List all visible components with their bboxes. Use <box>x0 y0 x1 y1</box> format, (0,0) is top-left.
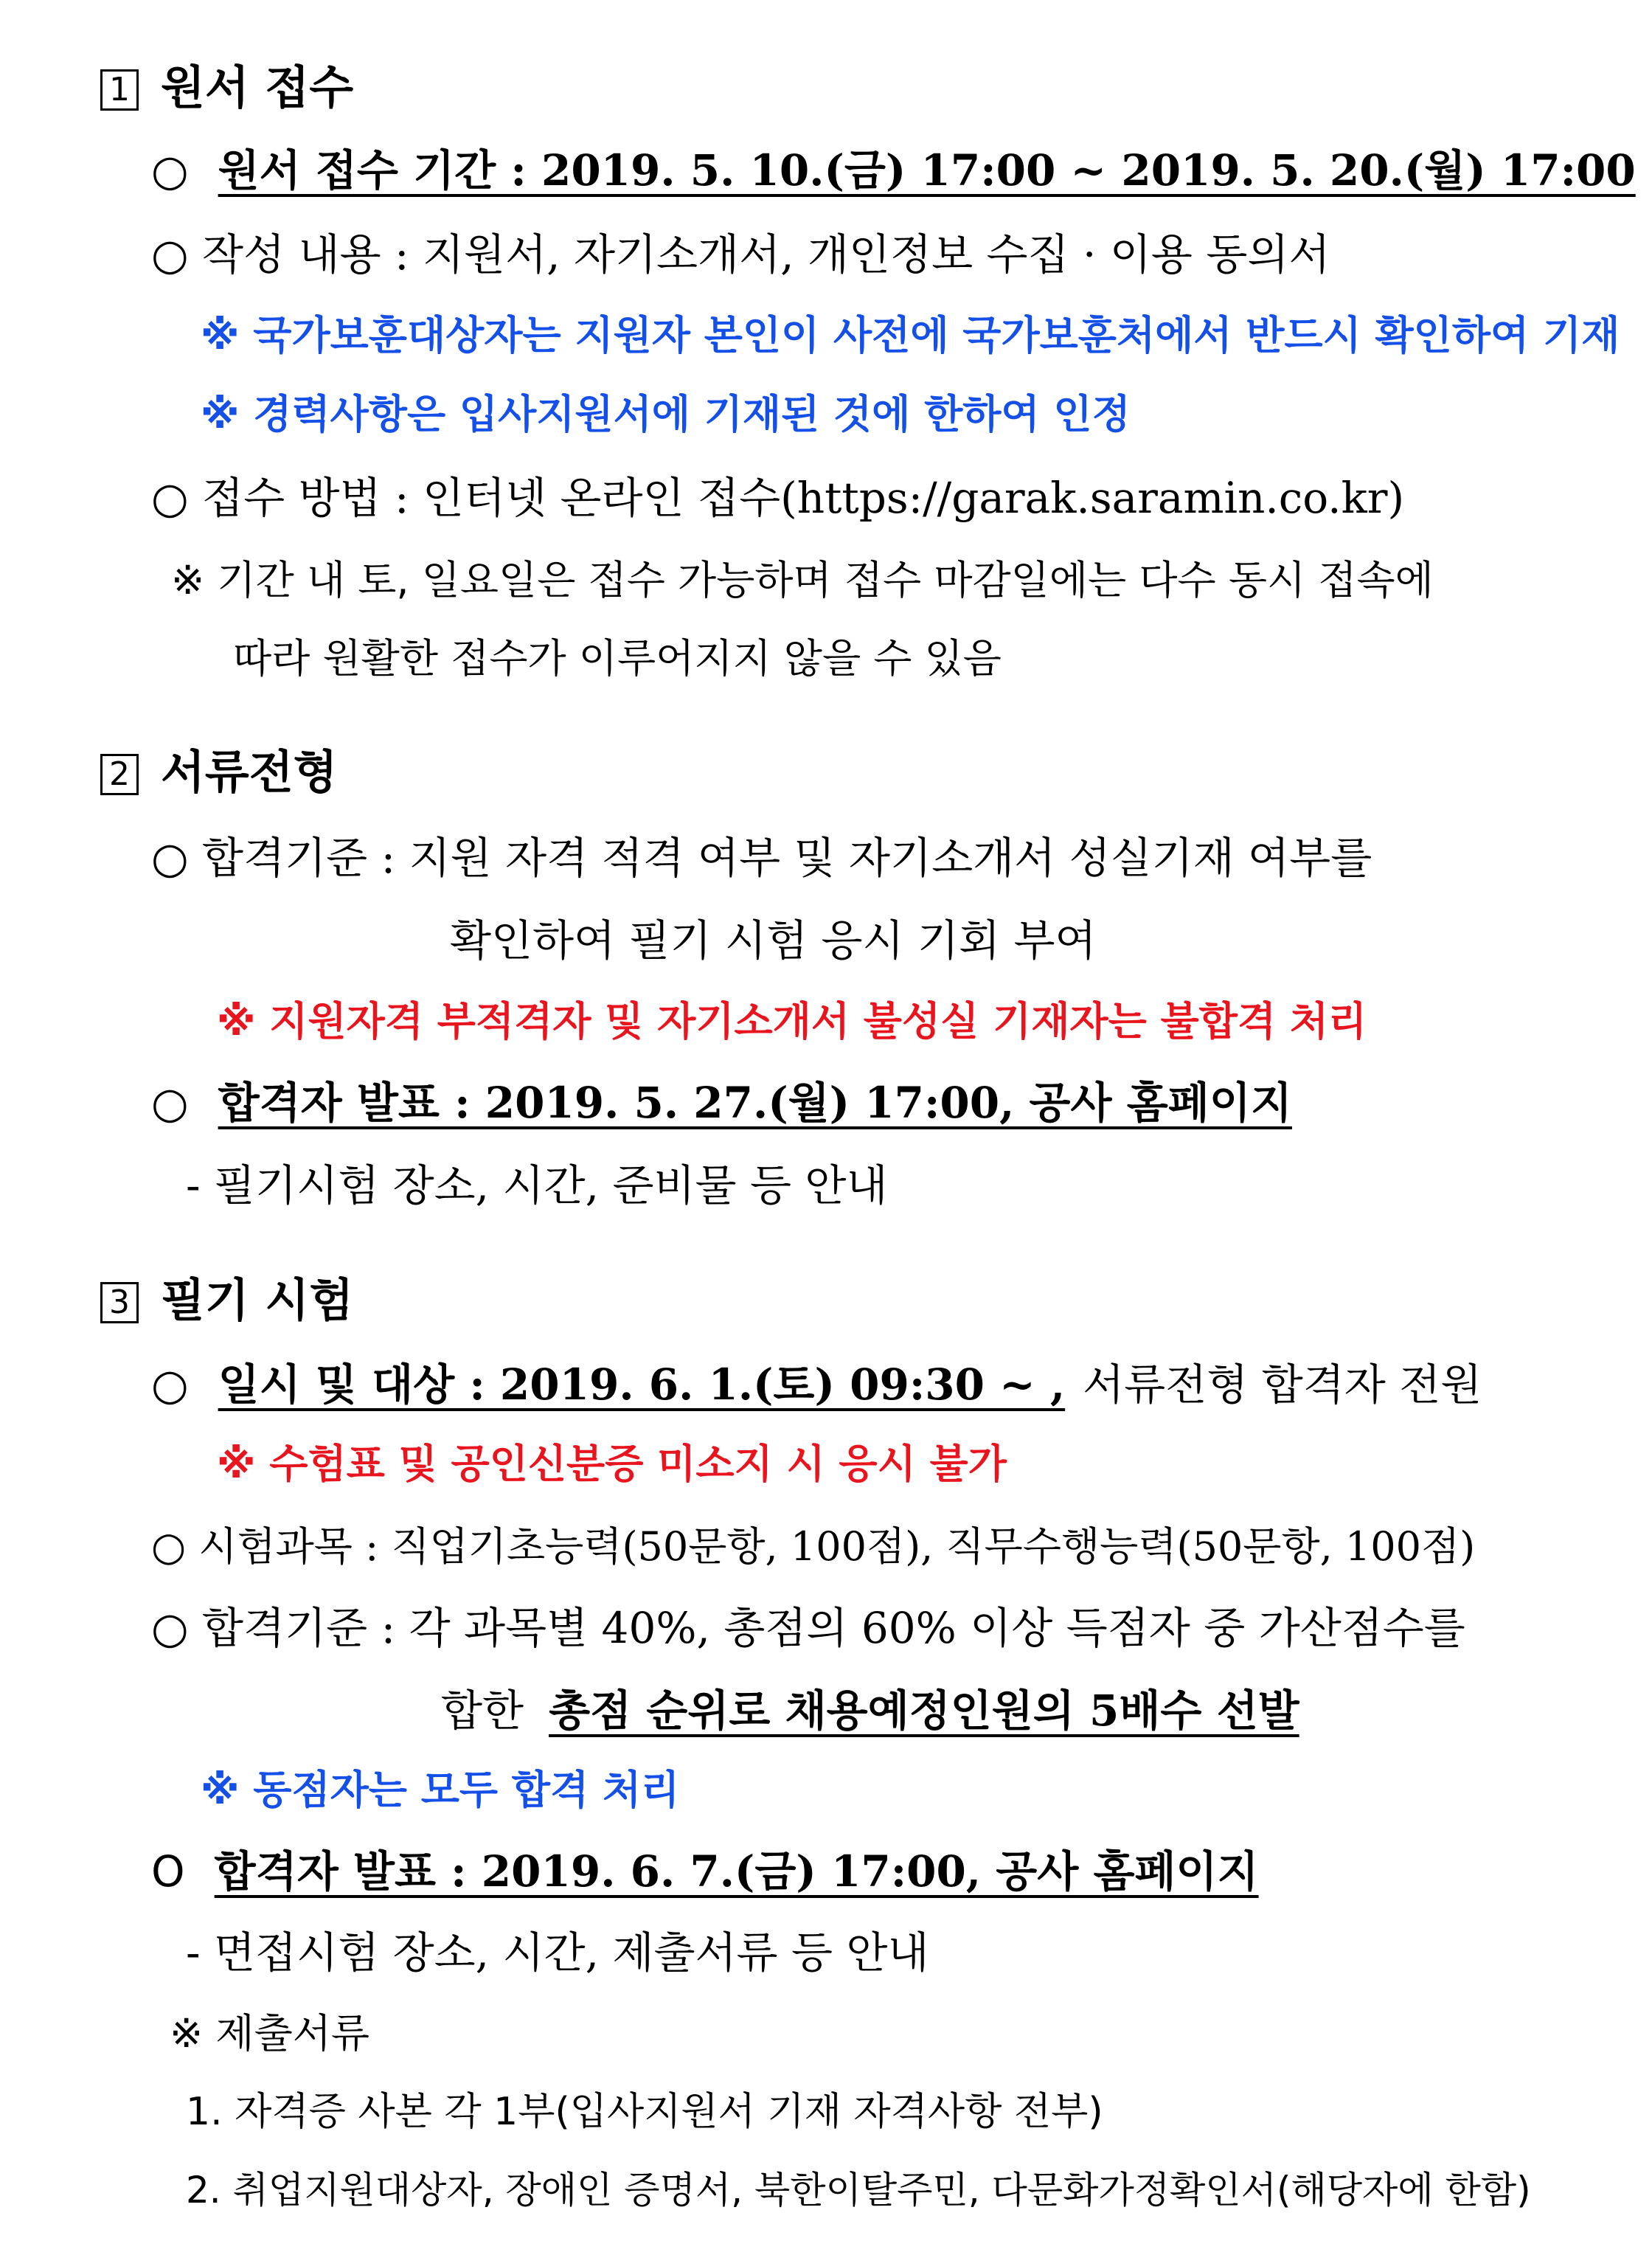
application-method: ○ 접수 방법 : 인터넷 온라인 접수(https://garak.saramin.co.kr) <box>151 473 1405 523</box>
section-2-heading <box>100 747 338 798</box>
section-number-box: 2 <box>100 754 139 795</box>
veteran-note: ※ 국가보훈대상자는 지원자 본인이 사전에 국가보훈처에서 반드시 확인하여 기재 <box>201 312 1620 359</box>
application-period-line <box>151 145 1636 196</box>
document-criteria-line-1: ○ 합격기준 : 지원 자격 적격 여부 및 자기소개서 성실기재 여부를 <box>151 833 1372 883</box>
section-1-heading <box>100 62 353 114</box>
exam-criteria-highlight: 총점 순위로 채용예정인원의 5배수 선발 <box>549 1686 1299 1736</box>
bullet: ○ <box>151 1360 189 1410</box>
exam-subjects: ○ 시험과목 : 직업기초능력(50문항, 100점), 직무수행능력(50문항, 100점) <box>151 1523 1476 1570</box>
exam-announce-sub: - 면접시험 장소, 시간, 제출서류 등 안내 <box>186 1927 929 1978</box>
section-title: 필기 시험 <box>161 1273 354 1327</box>
exam-target: 서류전형 합격자 전원 <box>1083 1360 1482 1410</box>
exam-criteria-line-1: ○ 합격기준 : 각 과목별 40%, 총점의 60% 이상 득점자 중 가산점수를 <box>151 1603 1465 1653</box>
section-number-box: 1 <box>100 69 139 111</box>
weekend-note-line-2: 따라 원활한 접수가 이루어지지 않을 수 있음 <box>233 635 1002 682</box>
tie-note: ※ 동점자는 모두 합격 처리 <box>201 1767 680 1813</box>
application-content: ○ 작성 내용 : 지원서, 자기소개서, 개인정보 수집 · 이용 동의서 <box>151 229 1330 280</box>
document-announce-line <box>151 1077 1292 1129</box>
weekend-note-line-1: ※ 기간 내 토, 일요일은 접수 가능하며 접수 마감일에는 다수 동시 접속에 <box>171 557 1434 603</box>
exam-date-line <box>151 1359 1482 1410</box>
document-criteria-line-2: 확인하여 필기 시험 응시 기회 부여 <box>450 915 1097 966</box>
document-announce-sub: - 필기시험 장소, 시간, 준비물 등 안내 <box>186 1160 888 1210</box>
document-item-1: 1. 자격증 사본 각 1부(입사지원서 기재 자격사항 전부) <box>186 2090 1103 2134</box>
exam-announce-line <box>151 1846 1259 1897</box>
career-note: ※ 경력사항은 입사지원서에 기재된 것에 한하여 인정 <box>201 391 1131 437</box>
bullet: ○ <box>151 1078 189 1128</box>
section-3-heading <box>100 1275 353 1326</box>
bullet: O <box>151 1846 185 1897</box>
document-announce: 합격자 발표 : 2019. 5. 27.(월) 17:00, 공사 홈페이지 <box>218 1078 1292 1128</box>
document-item-2: 2. 취업지원대상자, 장애인 증명서, 북한이탈주민, 다문화가정확인서(해당자에 한함) <box>186 2169 1531 2211</box>
bullet: ○ <box>151 145 189 195</box>
exam-criteria-line-2 <box>441 1685 1299 1736</box>
documents-title: ※ 제출서류 <box>170 2010 370 2057</box>
application-period: 원서 접수 기간 : 2019. 5. 10.(금) 17:00 ~ 2019. 5. 20.(월) 17:00 <box>218 145 1636 195</box>
section-title: 서류전형 <box>161 745 338 799</box>
exam-date: 일시 및 대상 : 2019. 6. 1.(토) 09:30 ~ , <box>218 1360 1066 1410</box>
exam-criteria-prefix: 합한 <box>441 1686 524 1736</box>
ticket-note: ※ 수험표 및 공인신분증 미소지 시 응시 불가 <box>217 1441 1007 1487</box>
section-title: 원서 접수 <box>161 60 354 114</box>
disqualification-note: ※ 지원자격 부적격자 및 자기소개서 불성실 기재자는 불합격 처리 <box>217 998 1367 1045</box>
exam-announce: 합격자 발표 : 2019. 6. 7.(금) 17:00, 공사 홈페이지 <box>214 1846 1259 1897</box>
section-number-box: 3 <box>100 1282 139 1323</box>
